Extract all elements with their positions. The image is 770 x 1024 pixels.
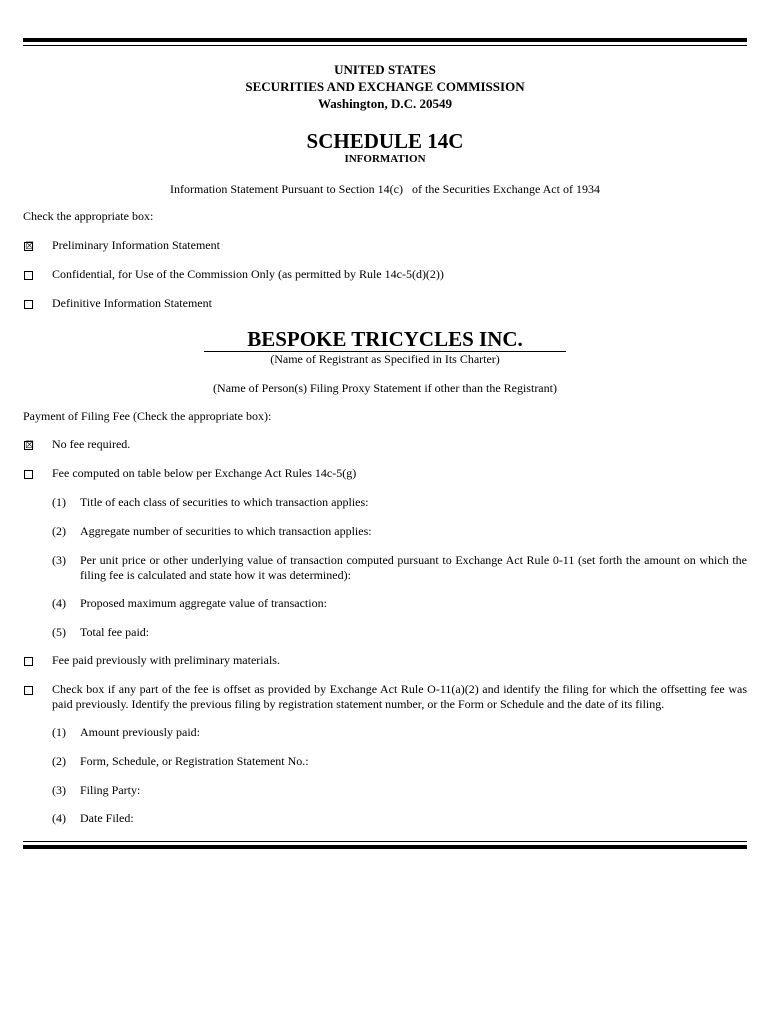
payment-prompt: Payment of Filing Fee (Check the appropriate box): [23,409,272,423]
offset-item-3-text: Filing Party: [80,783,141,797]
computed-item-5-text: Total fee paid: [80,625,150,639]
option-preliminary-label: Preliminary Information Statement [52,238,220,252]
offset-item-2-text: Form, Schedule, or Registration Statement No.: [80,754,309,768]
option-confidential-label: Confidential, for Use of the Commission Only (as permitted by Rule 14c-5(d)(2)) [52,267,444,281]
offset-item-1-text: Amount previously paid: [80,725,200,739]
offset-item-4-text: Date Filed: [80,811,134,825]
checkbox-fee-offset[interactable] [24,686,33,695]
computed-item-1-num: (1) [52,495,66,509]
checkbox-fee-prelim[interactable] [24,657,33,666]
registrant-name: BESPOKE TRICYCLES INC. [247,327,523,351]
top-rule-thin [23,45,747,46]
filer-caption: (Name of Person(s) Filing Proxy Statement if other than the Registrant) [213,381,557,395]
computed-item-4-text: Proposed maximum aggregate value of transaction: [80,596,327,610]
check-prompt: Check the appropriate box: [23,209,154,223]
fee-offset-label: Check box if any part of the fee is offset as provided by Exchange Act Rule O-11(a)(2) and identify the filing for which the offsetting fee was paid previously. Identify the previous filing by registration statement number, or the Form or Schedule and the date of its filing. [52,682,747,711]
computed-item-4-num: (4) [52,596,66,610]
checkbox-preliminary[interactable]: ☒ [25,241,34,252]
computed-item-2-num: (2) [52,524,66,538]
bottom-rule-thin [23,841,747,842]
header-line-2: SECURITIES AND EXCHANGE COMMISSION [245,79,525,94]
option-definitive-label: Definitive Information Statement [52,296,212,310]
computed-item-2-text: Aggregate number of securities to which transaction applies: [80,524,372,538]
header-line-3: Washington, D.C. 20549 [318,96,452,111]
statement-line: Information Statement Pursuant to Section 14(c) of the Securities Exchange Act of 1934 [170,182,600,196]
offset-item-4-num: (4) [52,811,66,825]
fee-computed-label: Fee computed on table below per Exchange Act Rules 14c-5(g) [52,466,357,480]
offset-item-3-num: (3) [52,783,66,797]
computed-item-3-num: (3) [52,553,66,567]
checkbox-no-fee[interactable]: ☒ [25,440,34,451]
checkbox-confidential[interactable] [24,271,33,280]
offset-item-1-num: (1) [52,725,66,739]
computed-item-5-num: (5) [52,625,66,639]
bottom-rule-thick [23,845,747,849]
no-fee-label: No fee required. [52,437,131,451]
registrant-caption: (Name of Registrant as Specified in Its Charter) [270,352,500,366]
checkbox-definitive[interactable] [24,300,33,309]
schedule-subtitle: INFORMATION [344,153,426,165]
checkbox-fee-computed[interactable] [24,470,33,479]
computed-item-3-text: Per unit price or other underlying value of transaction computed pursuant to Exchange Act Rule 0-11 (set forth the amount on which the filing fee is calculated and state how it was determined): [80,553,747,582]
computed-item-1-text: Title of each class of securities to which transaction applies: [80,495,369,509]
header-line-1: UNITED STATES [334,62,436,77]
fee-prelim-label: Fee paid previously with preliminary materials. [52,653,280,667]
top-rule-thick [23,38,747,42]
offset-item-2-num: (2) [52,754,66,768]
schedule-title: SCHEDULE 14C [306,129,464,153]
